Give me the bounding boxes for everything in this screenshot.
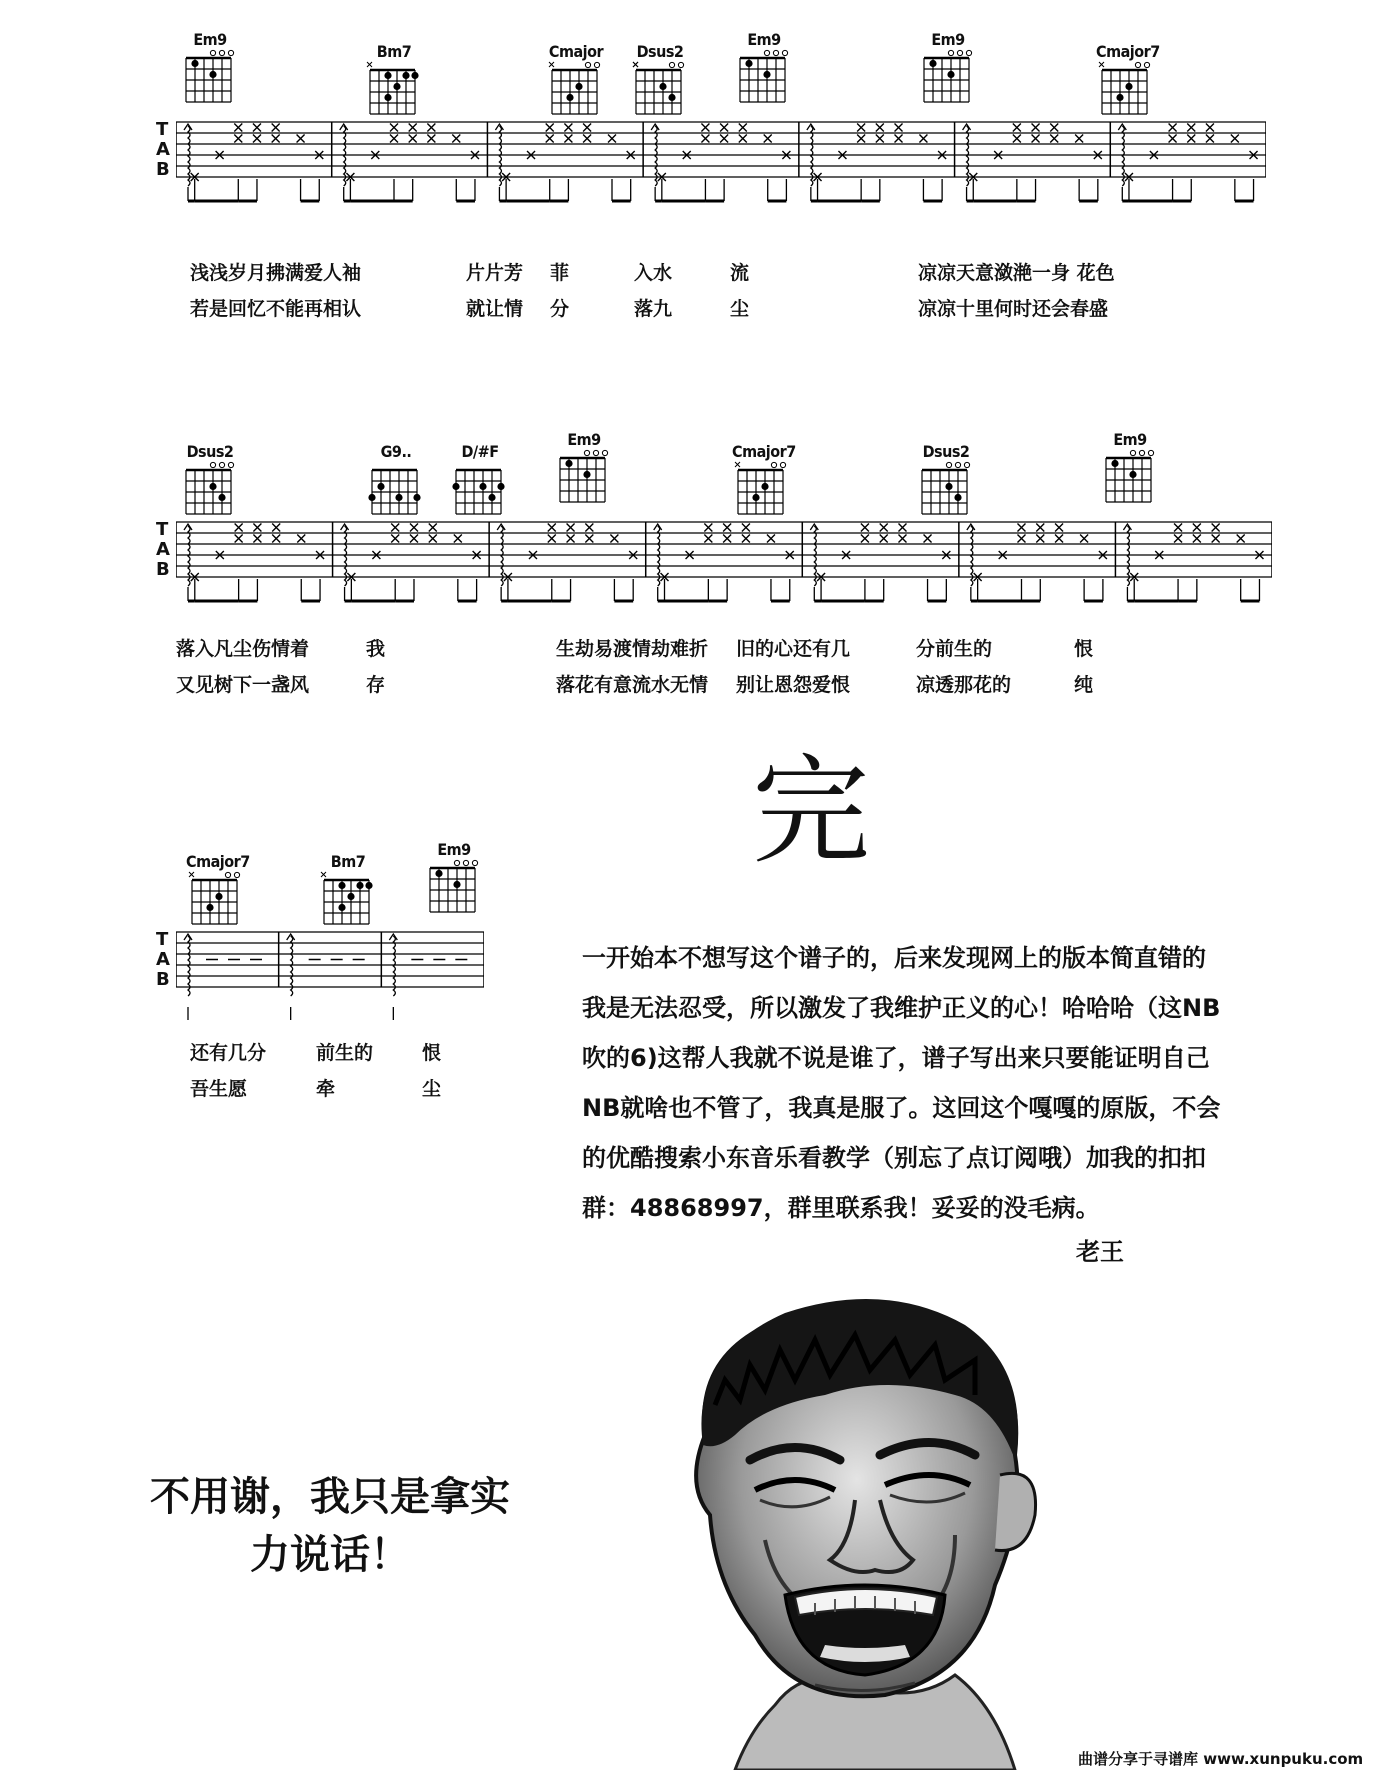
chord-diagram	[546, 42, 606, 132]
lyric-word: 落花有意流水无情	[556, 674, 709, 696]
lyric-word: 落入凡尘伤情着	[176, 638, 310, 660]
chord-diagram	[180, 442, 240, 532]
fretboard-grid	[424, 858, 484, 930]
chord-name: Dsus2	[922, 442, 970, 461]
chord-diagram	[318, 852, 378, 942]
lyric-word: 恨	[422, 1042, 442, 1064]
note-line: 我是无法忍受，所以激发了我维护正义的心！哈哈哈（这NB	[582, 994, 1221, 1022]
author-signature: 老王	[1076, 1238, 1124, 1266]
lyric-word: 流	[730, 262, 750, 284]
chord-name: Dsus2	[636, 42, 684, 61]
lyric-word: 又见树下一盏风	[176, 674, 310, 696]
chord-diagram	[918, 30, 978, 120]
chord-name: Cmajor7	[732, 442, 796, 461]
chord-diagram	[1096, 42, 1160, 132]
meme-caption: 不用谢，我只是拿实 力说话！	[150, 1473, 510, 1578]
lyric-word: 我	[366, 638, 386, 660]
lyric-word: 前生的	[316, 1042, 374, 1064]
chord-name: Em9	[437, 840, 471, 859]
tab-clef: T A B	[156, 119, 170, 180]
chord-diagram	[366, 442, 426, 532]
chord-diagram	[732, 442, 796, 532]
lyric-word: 凉凉天意潋滟一身 花色	[918, 262, 1115, 284]
fretboard-grid	[554, 448, 614, 520]
chord-name: Em9	[931, 30, 965, 49]
fretboard-grid	[734, 48, 794, 120]
lyric-word: 恨	[1074, 638, 1094, 660]
lyric-word: 牵	[316, 1078, 336, 1100]
chord-diagram	[424, 840, 484, 930]
lyric-word: 分	[550, 298, 570, 320]
tab-lines	[176, 930, 484, 1020]
tab-staff	[176, 120, 1266, 184]
lyric-word: 纯	[1074, 674, 1094, 696]
chord-diagram	[916, 442, 976, 532]
lyric-word: 入水	[634, 262, 673, 284]
note-line: 一开始本不想写这个谱子的，后来发现网上的版本简直错的	[582, 944, 1206, 972]
lyric-word: 菲	[550, 262, 570, 284]
chord-name: Em9	[567, 430, 601, 449]
lyric-word: 片片芳	[466, 262, 524, 284]
lyric-word: 尘	[730, 298, 750, 320]
lyric-line: 浅浅岁月拂满爱人袖	[190, 262, 362, 284]
site-watermark: 曲谱分享于寻谱库 www.xunpuku.com	[1078, 1750, 1364, 1768]
note-line: 群：48868997，群里联系我！妥妥的没毛病。	[582, 1194, 1100, 1222]
note-line: 吹的6)这帮人我就不说是谁了，谱子写出来只要能证明自己	[582, 1044, 1210, 1072]
lyric-word: 存	[366, 674, 386, 696]
chord-name: Bm7	[376, 42, 412, 61]
chord-name: Em9	[747, 30, 781, 49]
chord-diagram	[450, 442, 510, 532]
chord-name: Cmajor7	[1096, 42, 1160, 61]
chord-diagram	[554, 430, 614, 520]
author-note	[582, 933, 1312, 1233]
lyric-word: 就让情	[466, 298, 524, 320]
chord-name: G9..	[380, 442, 412, 461]
chord-diagram	[186, 852, 250, 942]
fretboard-grid	[1100, 448, 1160, 520]
fretboard-grid	[918, 48, 978, 120]
lyric-word: 吾生愿	[190, 1078, 248, 1100]
tab-staff	[176, 520, 1272, 584]
lyric-word: 旧的心还有几	[736, 638, 851, 660]
lyric-word: 凉凉十里何时还会春盛	[918, 298, 1109, 320]
tab-clef: T A B	[156, 929, 170, 990]
lyric-word: 别让恩怨爱恨	[736, 674, 851, 696]
chord-name: Cmajor7	[186, 852, 250, 871]
chord-name: Bm7	[330, 852, 366, 871]
lyric-word: 还有几分	[190, 1042, 267, 1064]
lyric-word: 落九	[634, 298, 673, 320]
chord-diagram	[630, 42, 690, 132]
laughing-face-illustration	[655, 1285, 1075, 1770]
fretboard-grid	[180, 48, 240, 120]
chord-name: D/#F	[461, 442, 499, 461]
tab-clef: T A B	[156, 519, 170, 580]
note-line: 的优酷搜索小东音乐看教学（别忘了点订阅哦）加我的扣扣	[582, 1144, 1206, 1172]
chord-diagram	[364, 42, 424, 132]
tab-lines	[176, 520, 1272, 610]
note-line: NB就啥也不管了，我真是服了。这回这个嘎嘎的原版，不会	[582, 1094, 1221, 1122]
lyric-word: 生劫易渡情劫难折	[556, 638, 709, 660]
chord-diagram	[734, 30, 794, 120]
lyric-word: 若是回忆不能再相认	[190, 298, 362, 320]
end-mark: 完	[752, 742, 871, 880]
tab-staff	[176, 930, 484, 994]
lyric-word: 尘	[422, 1078, 442, 1100]
chord-name: Em9	[1113, 430, 1147, 449]
chord-name: Em9	[193, 30, 227, 49]
chord-name: Dsus2	[186, 442, 234, 461]
chord-name: Cmajor	[548, 42, 604, 61]
tab-lines	[176, 120, 1266, 210]
lyric-word: 凉透那花的	[916, 674, 1012, 696]
chord-diagram	[1100, 430, 1160, 520]
chord-diagram	[180, 30, 240, 120]
lyric-word: 分前生的	[916, 638, 993, 660]
